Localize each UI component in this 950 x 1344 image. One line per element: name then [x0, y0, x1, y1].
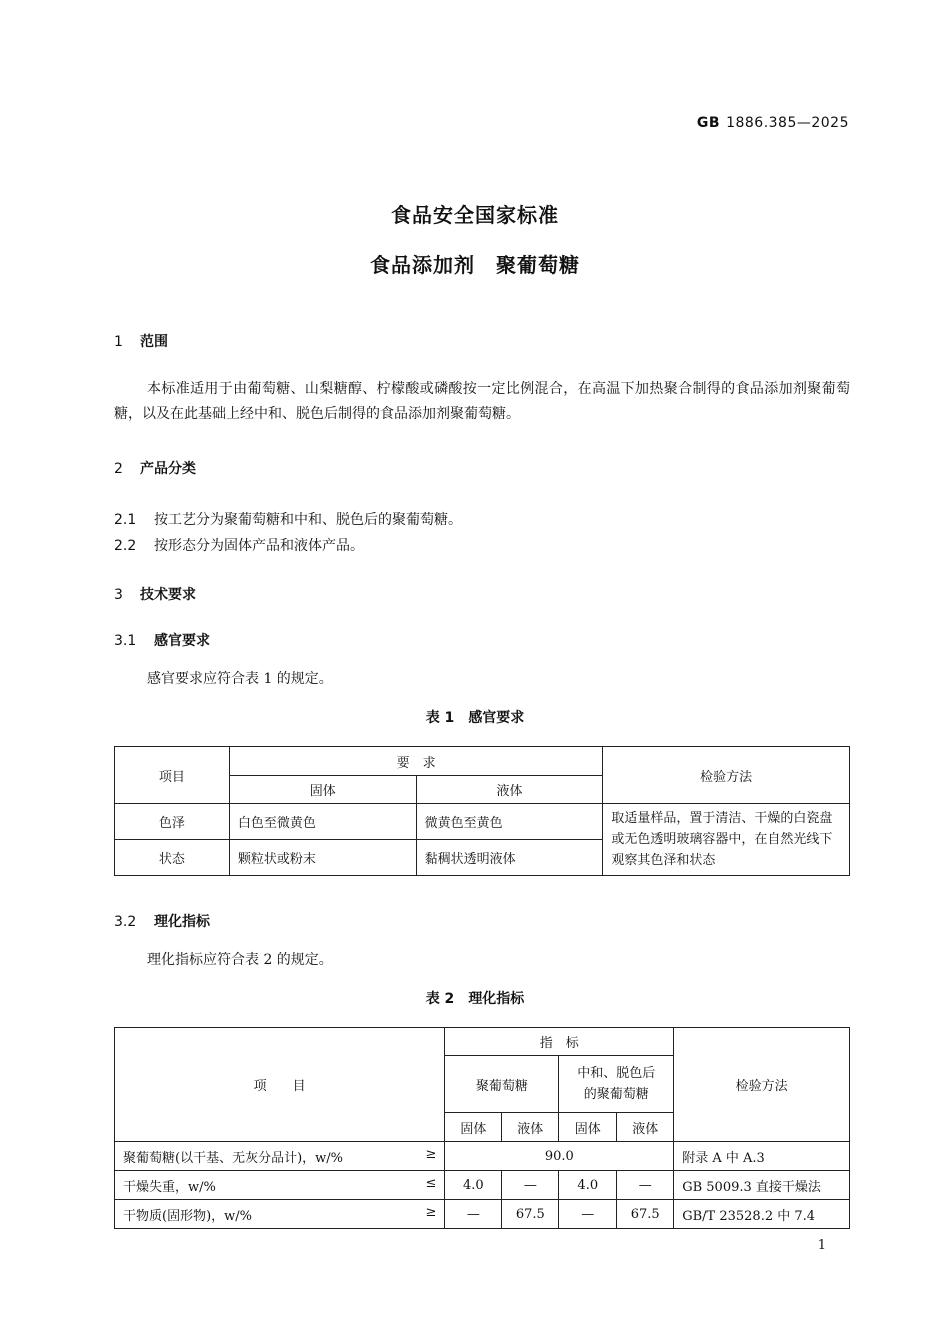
- t1-r1-solid: 白色至微黄色: [229, 804, 416, 840]
- t2-r1-method: 附录 A 中 A.3: [674, 1142, 850, 1171]
- t2-r3-v4: 67.5: [617, 1200, 674, 1229]
- table-row: [115, 1171, 850, 1200]
- table-row: [115, 1200, 850, 1229]
- t2-head-pd: 聚葡萄糖: [445, 1056, 559, 1113]
- t2-head-item: 项 目: [115, 1028, 445, 1142]
- t2-head-neutral: 中和、脱色后的聚葡萄糖: [559, 1056, 674, 1113]
- t2-r1-merged: 90.0: [445, 1142, 674, 1171]
- t1-r1-liquid: 微黄色至黄色: [416, 804, 603, 840]
- doc-title-line2: 食品添加剂 聚葡萄糖: [370, 253, 580, 277]
- t2-r2-method: GB 5009.3 直接干燥法: [674, 1171, 850, 1200]
- t2-r2-v2: —: [502, 1171, 559, 1200]
- section-1-heading: 1 范围: [114, 334, 168, 350]
- standard-prefix: GB: [696, 115, 721, 131]
- t1-r2-solid: 颗粒状或粉末: [229, 840, 416, 876]
- t2-r3-item: 干物质(固形物)，w/% ≥: [115, 1200, 445, 1229]
- t1-head-liquid: 液体: [416, 776, 603, 804]
- t2-r3-sym: ≥: [425, 1204, 437, 1220]
- t2-r3-method: GB/T 23528.2 中 7.4: [674, 1200, 850, 1229]
- t2-r3-v1: —: [445, 1200, 502, 1229]
- t2-r3-v2: 67.5: [502, 1200, 559, 1229]
- standard-code: 1886.385—2025: [726, 115, 849, 131]
- section-3-heading: 3 技术要求: [114, 587, 196, 603]
- table-1: [114, 746, 850, 876]
- t1-r2-item: 状态: [115, 840, 230, 876]
- t1-method: 取适量样品，置于清洁、干燥的白瓷盘或无色透明玻璃容器中，在自然光线下观察其色泽和状态: [603, 804, 850, 876]
- section-2-1: 2.1 按工艺分为聚葡萄糖和中和、脱色后的聚葡萄糖。: [114, 512, 462, 528]
- t2-head-liquid-1: 液体: [502, 1113, 559, 1142]
- doc-title-line1: 食品安全国家标准: [391, 203, 559, 227]
- section-1-text: 本标准适用于由葡萄糖、山梨糖醇、柠檬酸或磷酸按一定比例混合，在高温下加热聚合制得的食品添加剂聚葡萄糖，以及在此基础上经中和、脱色后制得的食品添加剂聚葡萄糖。: [114, 381, 850, 422]
- t2-r2-v3: 4.0: [559, 1171, 617, 1200]
- t2-r2-v1: 4.0: [445, 1171, 502, 1200]
- t2-r3-v3: —: [559, 1200, 617, 1229]
- t2-head-solid-1: 固体: [445, 1113, 502, 1142]
- t2-r2-v4: —: [617, 1171, 674, 1200]
- page-number: 1: [817, 1238, 826, 1253]
- t1-head-req: 要 求: [229, 747, 602, 776]
- t2-r2-item: 干燥失重，w/% ≤: [115, 1171, 445, 1200]
- section-3-2-heading: 3.2 理化指标: [114, 914, 210, 930]
- section-3-2-text: 理化指标应符合表 2 的规定。: [147, 952, 333, 968]
- t1-head-item: 项目: [115, 747, 230, 804]
- t2-r2-sym: ≤: [425, 1175, 437, 1191]
- section-3-1-heading: 3.1 感官要求: [114, 633, 210, 649]
- t2-head-liquid-2: 液体: [617, 1113, 674, 1142]
- t2-head-solid-2: 固体: [559, 1113, 617, 1142]
- t2-r1-sym: ≥: [425, 1146, 437, 1162]
- table-2: [114, 1027, 850, 1229]
- t1-head-solid: 固体: [229, 776, 416, 804]
- table-2-caption: 表 2 理化指标: [425, 991, 525, 1007]
- table-row: [115, 804, 850, 840]
- section-3-1-text: 感官要求应符合表 1 的规定。: [147, 671, 333, 687]
- t1-r2-liquid: 黏稠状透明液体: [416, 840, 603, 876]
- standard-number: [697, 115, 849, 131]
- t2-head-method: 检验方法: [674, 1028, 850, 1142]
- t1-r1-item: 色泽: [115, 804, 230, 840]
- t2-r1-item: 聚葡萄糖(以干基、无灰分品计)，w/% ≥: [115, 1142, 445, 1171]
- section-2-heading: 2 产品分类: [114, 461, 196, 477]
- section-2-2: 2.2 按形态分为固体产品和液体产品。: [114, 538, 364, 554]
- t1-head-method: 检验方法: [603, 747, 850, 804]
- table-row: [115, 1142, 850, 1171]
- t2-head-index: 指 标: [445, 1028, 674, 1056]
- table-1-caption: 表 1 感官要求: [425, 710, 525, 726]
